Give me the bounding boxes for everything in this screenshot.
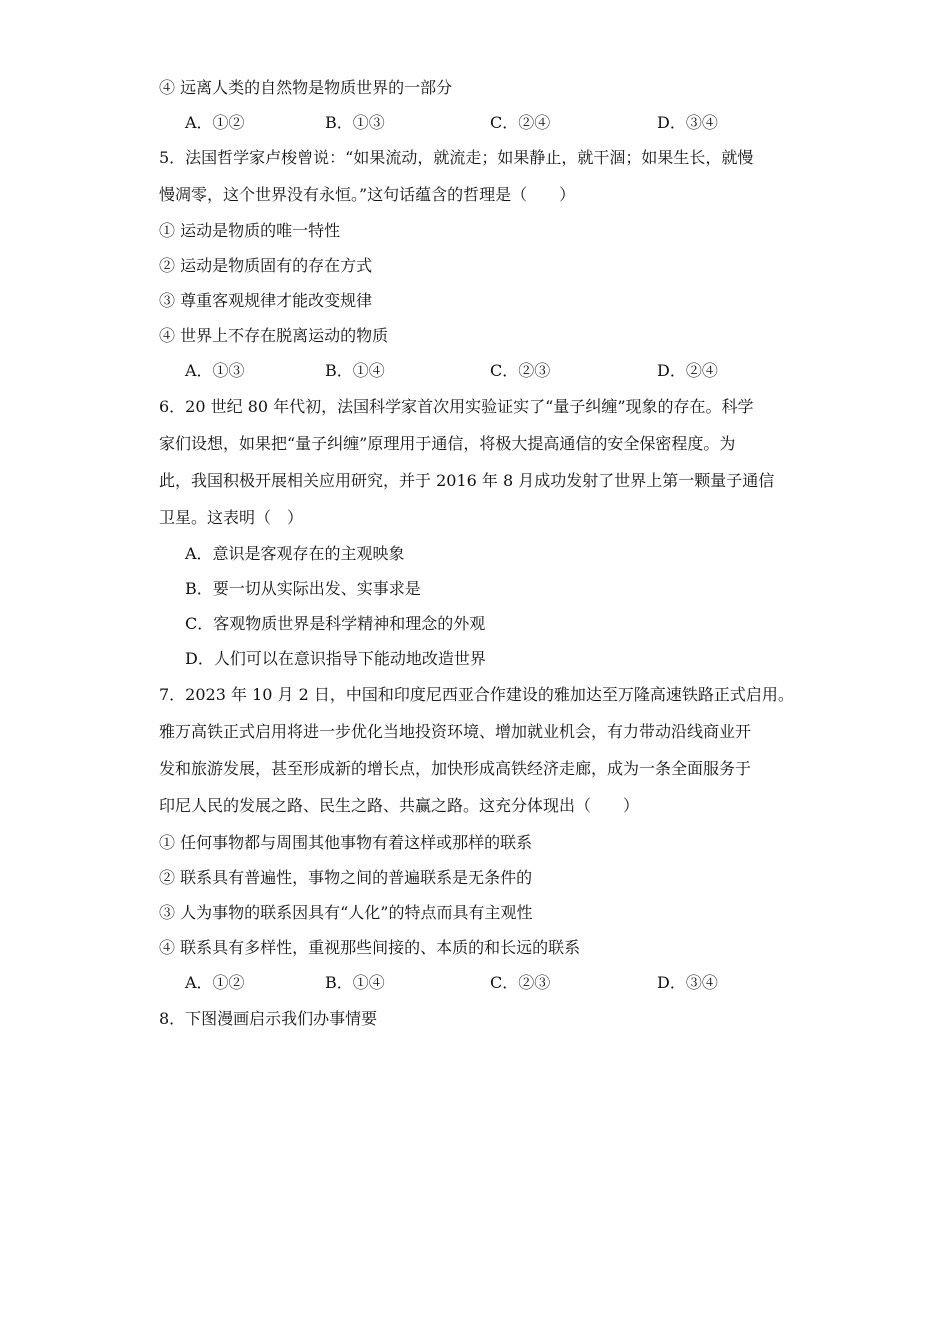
q7-stem-line-2: 雅万高铁正式启用将进一步优化当地投资环境、增加就业机会，有力带动沿线商业开	[159, 722, 752, 741]
q6-choice-b[interactable]: B．要一切从实际出发、实事求是	[185, 579, 421, 598]
q7-options	[185, 972, 785, 994]
q6-choice-a[interactable]: A．意识是客观存在的主观映象	[185, 544, 405, 563]
q7-item-2: ② 联系具有普遍性，事物之间的普遍联系是无条件的	[159, 868, 533, 887]
q5-item-1: ① 运动是物质的唯一特性	[159, 221, 341, 240]
q7-stem-line-1: 7．2023 年 10 月 2 日，中国和印度尼西亚合作建设的雅加达至万隆高速铁路正式启用。	[159, 685, 794, 704]
q7-item-1: ① 任何事物都与周围其他事物有着这样或那样的联系	[159, 833, 533, 852]
q5-item-4: ④ 世界上不存在脱离运动的物质	[159, 326, 389, 345]
q7-option-b[interactable]: B．①④	[325, 973, 385, 992]
q7-item-3: ③ 人为事物的联系因具有“人化”的特点而具有主观性	[159, 903, 533, 922]
q7-stem-line-3: 发和旅游发展，甚至形成新的增长点，加快形成高铁经济走廊，成为一条全面服务于	[159, 759, 752, 778]
q5-option-b[interactable]: B．①④	[325, 361, 385, 380]
q6-stem-line-1: 6．20 世纪 80 年代初，法国科学家首次用实验证实了“量子纠缠”现象的存在。科学	[159, 397, 754, 416]
q7-option-a[interactable]: A．①②	[185, 973, 245, 992]
q4-option-d[interactable]: D．③④	[657, 113, 718, 132]
q5-item-3: ③ 尊重客观规律才能改变规律	[159, 291, 373, 310]
q5-stem-line-2: 慢凋零，这个世界没有永恒。”这句话蕴含的哲理是（ ）	[159, 185, 576, 204]
q4-item-4: ④ 远离人类的自然物是物质世界的一部分	[159, 78, 453, 97]
q7-item-4: ④ 联系具有多样性，重视那些间接的、本质的和长远的联系	[159, 938, 581, 957]
q5-option-d[interactable]: D．②④	[657, 361, 718, 380]
q4-options	[185, 112, 785, 134]
q5-stem-line-1: 5．法国哲学家卢梭曾说：“如果流动，就流走；如果静止，就干涸；如果生长，就慢	[159, 148, 754, 167]
q7-option-c[interactable]: C．②③	[490, 973, 551, 992]
q6-stem-line-3: 此，我国积极开展相关应用研究，并于 2016 年 8 月成功发射了世界上第一颗量子通信	[159, 471, 775, 490]
q4-option-c[interactable]: C．②④	[490, 113, 551, 132]
q6-stem-line-4: 卫星。这表明（ ）	[159, 508, 304, 527]
q6-choice-d[interactable]: D．人们可以在意识指导下能动地改造世界	[185, 649, 486, 668]
q7-stem-line-4: 印尼人民的发展之路、民生之路、共赢之路。这充分体现出（ ）	[159, 796, 640, 815]
q5-options	[185, 360, 785, 382]
q5-item-2: ② 运动是物质固有的存在方式	[159, 256, 373, 275]
q4-option-b[interactable]: B．①③	[325, 113, 385, 132]
q8-stem: 8．下图漫画启示我们办事情要	[159, 1009, 378, 1028]
q7-option-d[interactable]: D．③④	[657, 973, 718, 992]
q6-choice-c[interactable]: C．客观物质世界是科学精神和理念的外观	[185, 614, 486, 633]
q6-stem-line-2: 家们设想，如果把“量子纠缠”原理用于通信，将极大提高通信的安全保密程度。为	[159, 434, 736, 453]
q5-option-a[interactable]: A．①③	[185, 361, 245, 380]
q4-option-a[interactable]: A．①②	[185, 113, 245, 132]
q5-option-c[interactable]: C．②③	[490, 361, 551, 380]
